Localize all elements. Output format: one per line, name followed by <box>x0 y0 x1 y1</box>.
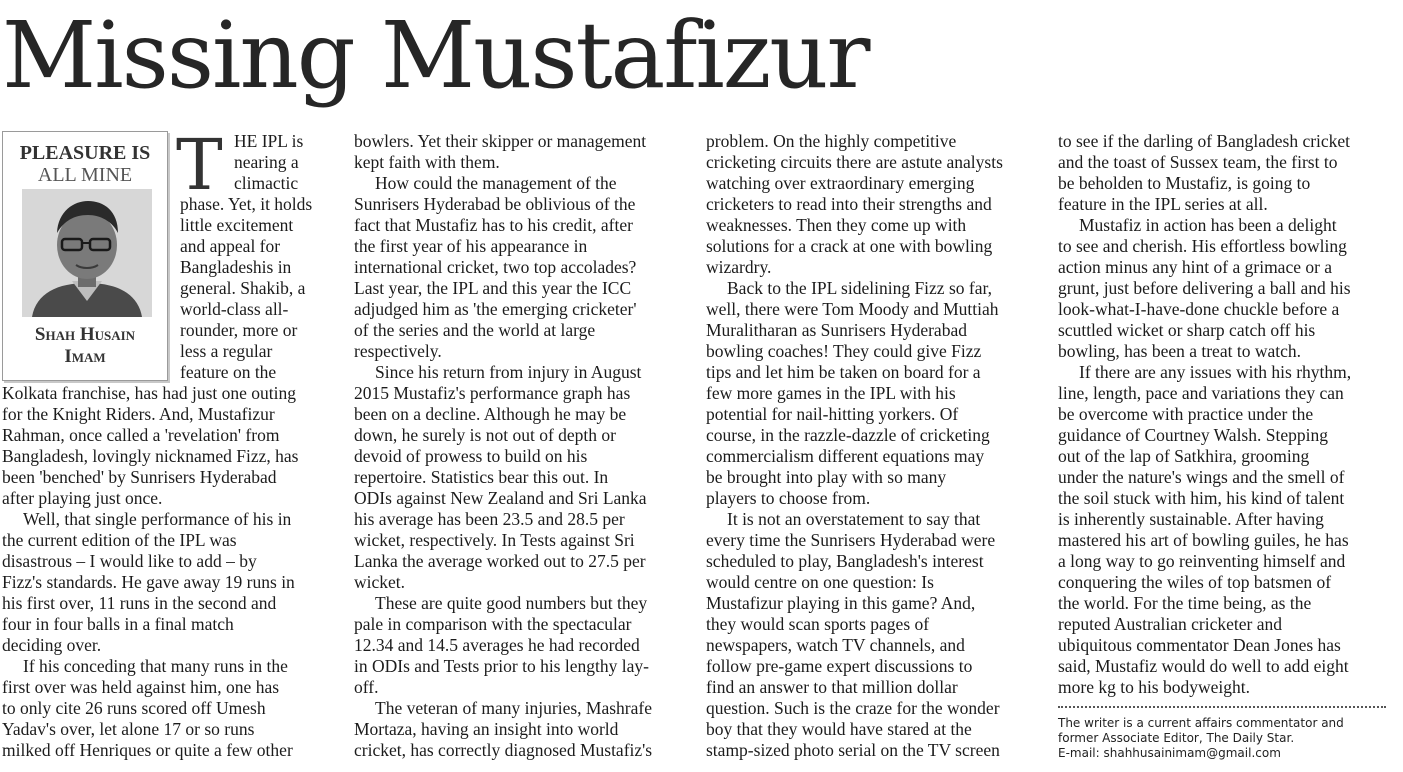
text-line: commercialism different equations may <box>706 446 985 466</box>
text-line: bowling coaches! They could give Fizz <box>706 341 982 361</box>
text-line: said, Mustafiz would do well to add eight <box>1058 656 1349 676</box>
text-line: little excitement <box>180 215 294 235</box>
text-line: the current edition of the IPL was <box>2 530 237 550</box>
article-column-3 <box>706 131 1046 761</box>
text-line: wicket. <box>354 572 406 592</box>
text-line: wizardry. <box>706 257 772 277</box>
author-name-line: Imam <box>64 346 106 367</box>
text-line: Mustafiz in action has been a delight <box>1079 215 1337 235</box>
text-line: to see and cherish. His effortless bowling <box>1058 236 1347 256</box>
text-line: four in four balls in a final match <box>2 614 234 634</box>
text-line: his first over, 11 runs in the second and <box>2 593 277 613</box>
text-line: question. Such is the craze for the wonder <box>706 698 1000 718</box>
text-line: Kolkata franchise, has had just one outing <box>2 383 297 403</box>
text-line: after playing just once. <box>2 488 163 508</box>
column-title-line: PLEASURE IS <box>19 142 151 164</box>
text-line: repertoire. Statistics bear this out. In <box>354 467 609 487</box>
text-line: course, in the razzle-dazzle of cricketing <box>706 425 990 445</box>
author-note-line: former Associate Editor, The Daily Star. <box>1058 731 1295 745</box>
text-line: would centre on one question: Is <box>706 572 934 592</box>
text-line: few more games in the IPL with his <box>706 383 956 403</box>
text-line: international cricket, two top accolades? <box>354 257 637 277</box>
author-name-line: Shah Husain <box>34 324 136 345</box>
text-line: be beholden to Mustafiz, is going to <box>1058 173 1311 193</box>
text-line: every time the Sunrisers Hyderabad were <box>706 530 996 550</box>
text-line: weaknesses. Then they come up with <box>706 215 967 235</box>
text-line: feature on the <box>180 362 277 382</box>
article-column-4 <box>1058 131 1398 698</box>
text-line: adjudged him as 'the emerging cricketer' <box>354 299 637 319</box>
text-line: Well, that single performance of his in <box>23 509 292 529</box>
text-line: follow pre-game expert discussions to <box>706 656 973 676</box>
text-line: been 'benched' by Sunrisers Hyderabad <box>2 467 277 487</box>
text-line: under the nature's wings and the smell of <box>1058 467 1345 487</box>
text-line: scuttled wicket or sharp catch off his <box>1058 320 1316 340</box>
text-line: Bangladeshis in <box>180 257 292 277</box>
text-line: Since his return from injury in August <box>375 362 642 382</box>
text-line: rounder, more or <box>180 320 298 340</box>
text-line: solutions for a crack at one with bowling <box>706 236 993 256</box>
text-line: These are quite good numbers but they <box>375 593 648 613</box>
text-line: Fizz's standards. He gave away 19 runs in <box>2 572 295 592</box>
text-line: grunt, just before delivering a ball and his <box>1058 278 1351 298</box>
text-line: the soil stuck with him, his kind of talent <box>1058 488 1345 508</box>
text-line: climactic <box>234 173 299 193</box>
text-line: Mustafizur playing in this game? And, <box>706 593 976 613</box>
author-note <box>1058 716 1398 761</box>
text-line: ubiquitous commentator Dean Jones has <box>1058 635 1341 655</box>
text-line: first over was held against him, one has <box>2 677 280 697</box>
text-line: stamp-sized photo serial on the TV screen <box>706 740 1000 760</box>
text-line: Sunrisers Hyderabad be oblivious of the <box>354 194 636 214</box>
text-line: is inherently sustainable. After having <box>1058 509 1324 529</box>
text-line: been on a decline. Although he may be <box>354 404 627 424</box>
text-line: bowling, has been a treat to watch. <box>1058 341 1301 361</box>
text-line: 2015 Mustafiz's performance graph has <box>354 383 631 403</box>
text-line: a long way to go reinventing himself and <box>1058 551 1346 571</box>
text-line: deciding over. <box>2 635 102 655</box>
text-line: pale in comparison with the spectacular <box>354 614 632 634</box>
text-line: find an answer to that million dollar <box>706 677 958 697</box>
text-line: cricketing circuits there are astute analysts <box>706 152 1003 172</box>
author-note-email: E-mail: shahhusainimam@gmail.com <box>1058 746 1281 760</box>
footer-divider <box>1058 706 1386 708</box>
author-note-line: The writer is a current affairs commentator and <box>1058 716 1344 730</box>
text-line: The veteran of many injuries, Mashrafe <box>375 698 652 718</box>
text-line: bowlers. Yet their skipper or management <box>354 131 647 151</box>
text-line: disastrous – I would like to add – by <box>2 551 257 571</box>
text-line: feature in the IPL series at all. <box>1058 194 1268 214</box>
text-line: watching over extraordinary emerging <box>706 173 975 193</box>
text-line: newspapers, watch TV channels, and <box>706 635 965 655</box>
text-line: respectively. <box>354 341 442 361</box>
text-line: look-what-I-have-done chuckle before a <box>1058 299 1340 319</box>
text-line: devoid of prowess to build on his <box>354 446 588 466</box>
text-line: they would scan sports pages of <box>706 614 930 634</box>
text-line: Back to the IPL sidelining Fizz so far, <box>727 278 992 298</box>
text-line: Mortaza, having an insight into world <box>354 719 619 739</box>
text-line: 12.34 and 14.5 averages he had recorded <box>354 635 640 655</box>
text-line: boy that they would have stared at the <box>706 719 972 739</box>
text-line: for the Knight Riders. And, Mustafizur <box>2 404 275 424</box>
text-line: wicket, respectively. In Tests against Sri <box>354 530 635 550</box>
text-line: players to choose from. <box>706 488 871 508</box>
text-line: fact that Mustafiz has to his credit, after <box>354 215 633 235</box>
article-column-2 <box>354 131 694 761</box>
text-line: and appeal for <box>180 236 281 256</box>
text-line: less a regular <box>180 341 273 361</box>
text-line: cricket, has correctly diagnosed Mustafiz's <box>354 740 653 760</box>
text-line: line, length, pace and variations they can <box>1058 383 1344 403</box>
text-line: It is not an overstatement to say that <box>727 509 981 529</box>
text-line: reputed Australian cricketer and <box>1058 614 1282 634</box>
text-line: world-class all- <box>180 299 289 319</box>
text-line: his average has been 23.5 and 28.5 per <box>354 509 625 529</box>
text-line: Lanka the average worked out to 27.5 per <box>354 551 646 571</box>
text-line: general. Shakib, a <box>180 278 306 298</box>
text-line: in ODIs and Tests prior to his lengthy lay- <box>354 656 649 676</box>
text-line: mastered his art of bowling guiles, he has <box>1058 530 1349 550</box>
text-line: conquering the wiles of top batsmen of <box>1058 572 1332 592</box>
text-line: phase. Yet, it holds <box>180 194 313 214</box>
text-line: potential for nail-hitting yorkers. Of <box>706 404 959 424</box>
text-line: How could the management of the <box>375 173 617 193</box>
text-line: kept faith with them. <box>354 152 500 172</box>
text-line: action minus any hint of a grimace or a <box>1058 257 1333 277</box>
text-line: to only cite 26 runs scored off Umesh <box>2 698 266 718</box>
text-line: out of the lap of Satkhira, grooming <box>1058 446 1310 466</box>
column-title-line: ALL MINE <box>37 164 133 186</box>
text-line: guidance of Courtney Walsh. Stepping <box>1058 425 1328 445</box>
text-line: well, there were Tom Moody and Muttiah <box>706 299 999 319</box>
text-line: ODIs against New Zealand and Sri Lanka <box>354 488 647 508</box>
text-line: problem. On the highly competitive <box>706 131 957 151</box>
text-line: nearing a <box>234 152 299 172</box>
text-line: be overcome with practice under the <box>1058 404 1314 424</box>
text-line: off. <box>354 677 379 697</box>
text-line: and the toast of Sussex team, the first to <box>1058 152 1338 172</box>
text-line: Yadav's over, let alone 17 or so runs <box>2 719 255 739</box>
text-line: tips and let him be taken on board for a <box>706 362 981 382</box>
text-line: Last year, the IPL and this year the ICC <box>354 278 632 298</box>
drop-cap: T <box>176 124 223 206</box>
text-line: If his conceding that many runs in the <box>23 656 288 676</box>
text-line: down, he surely is not out of depth or <box>354 425 616 445</box>
text-line: milked off Henriques or quite a few other <box>2 740 293 760</box>
text-line: the first year of his appearance in <box>354 236 588 256</box>
text-line: to see if the darling of Bangladesh cricket <box>1058 131 1351 151</box>
text-line: Bangladesh, lovingly nicknamed Fizz, has <box>2 446 299 466</box>
text-line: scheduled to play, Bangladesh's interest <box>706 551 984 571</box>
text-line: more kg to his bodyweight. <box>1058 677 1250 697</box>
text-line: the world. For the time being, as the <box>1058 593 1312 613</box>
text-line: Rahman, once called a 'revelation' from <box>2 425 280 445</box>
text-line: cricketers to read into their strengths and <box>706 194 992 214</box>
article-column-1 <box>2 124 342 761</box>
text-line: of the series and the world at large <box>354 320 596 340</box>
text-line: Muralitharan as Sunrisers Hyderabad <box>706 320 967 340</box>
text-line: be brought into play with so many <box>706 467 947 487</box>
text-line: HE IPL is <box>234 131 304 151</box>
text-line: If there are any issues with his rhythm, <box>1079 362 1352 382</box>
headline: Missing Mustafizur <box>2 2 869 109</box>
